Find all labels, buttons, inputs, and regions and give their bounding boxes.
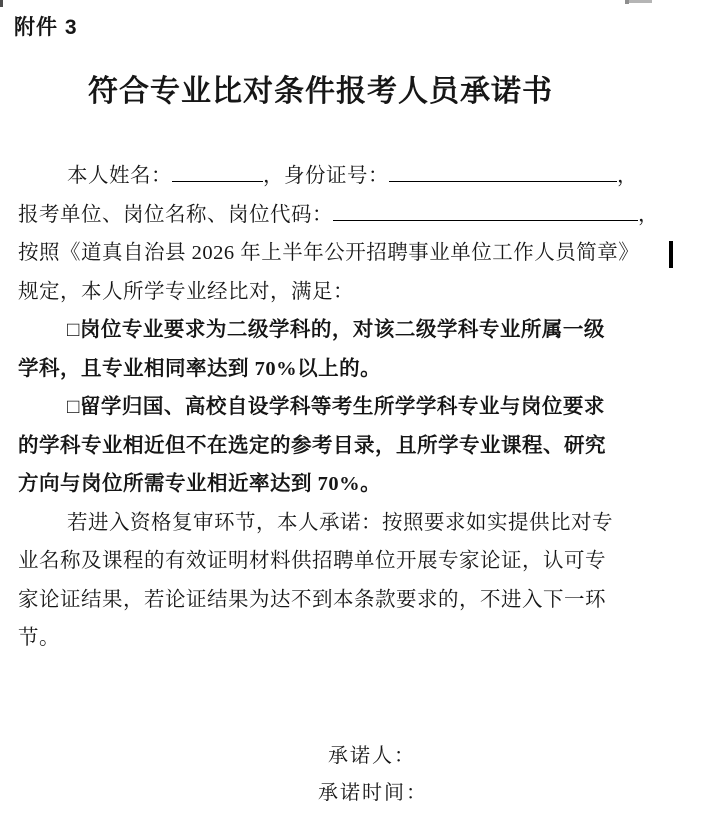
option1-text: 岗位专业要求为二级学科的，对该二级学科专业所属一级 [79,319,605,341]
scrollbar-artifact-tip [625,0,629,4]
option2-line-2 [18,427,698,466]
attachment-label: 附件 3 [14,16,78,39]
unit-blank-field[interactable] [333,197,638,221]
pledge-line-2 [18,542,698,581]
option2-text: 留学归国、高校自设学科等考生所学学科专业与岗位要求 [79,396,605,418]
pledge-text: 家论证结果，若论证结果为达不到本条款要求的，不进入下一环 [18,588,606,611]
option2-text: 方向与岗位所需专业相近率达到 70%。 [18,473,382,495]
pledge-text: 业名称及课程的有效证明材料供招聘单位开展专家论证，认可专 [18,550,606,572]
document-body [18,157,698,658]
separator-comma: ， [638,203,659,226]
promisor-label: 承诺人： [328,745,416,767]
pledge-line-1 [18,504,698,543]
option1-line-1 [18,311,698,350]
pledge-line-3 [18,581,698,620]
name-blank-field[interactable] [172,158,263,182]
checkbox-icon[interactable]: □ [67,396,80,418]
name-label: 本人姓名： [67,165,172,187]
pledge-text: 节。 [18,627,60,649]
scrollbar-artifact [629,0,652,3]
document-title: 符合专业比对条件报考人员承诺书 [88,75,553,108]
intro-line-name-id [18,157,698,196]
screen-edge-artifact [0,0,3,7]
unit-label: 报考单位、岗位名称、岗位代码： [18,203,333,226]
text-cursor [669,241,673,268]
checkbox-icon[interactable]: □ [67,319,80,341]
separator-comma: ， [617,165,638,187]
option1-text: 学科，且专业相同率达到 70%以上的。 [18,357,382,380]
pledge-line-4 [18,619,698,658]
separator-comma: ， [263,165,284,187]
option2-text: 的学科专业相近但不在选定的参考目录，且所学专业课程、研究 [18,434,606,457]
promise-time-label: 承诺时间： [318,782,428,804]
intro-line-policy-tail [18,273,698,312]
intro-line-policy [18,234,698,273]
intro-line-unit [18,196,698,235]
option1-line-2 [18,350,698,389]
pledge-text: 若进入资格复审环节，本人承诺：按照要求如实提供比对专 [67,511,613,534]
policy-tail-text: 规定，本人所学专业经比对，满足： [18,280,354,303]
option2-line-3 [18,465,698,504]
policy-reference-text: 按照《道真自治县 2026 年上半年公开招聘事业单位工作人员简章》 [18,242,640,264]
id-label: 身份证号： [284,165,389,187]
option2-line-1 [18,388,698,427]
id-blank-field[interactable] [389,158,617,182]
